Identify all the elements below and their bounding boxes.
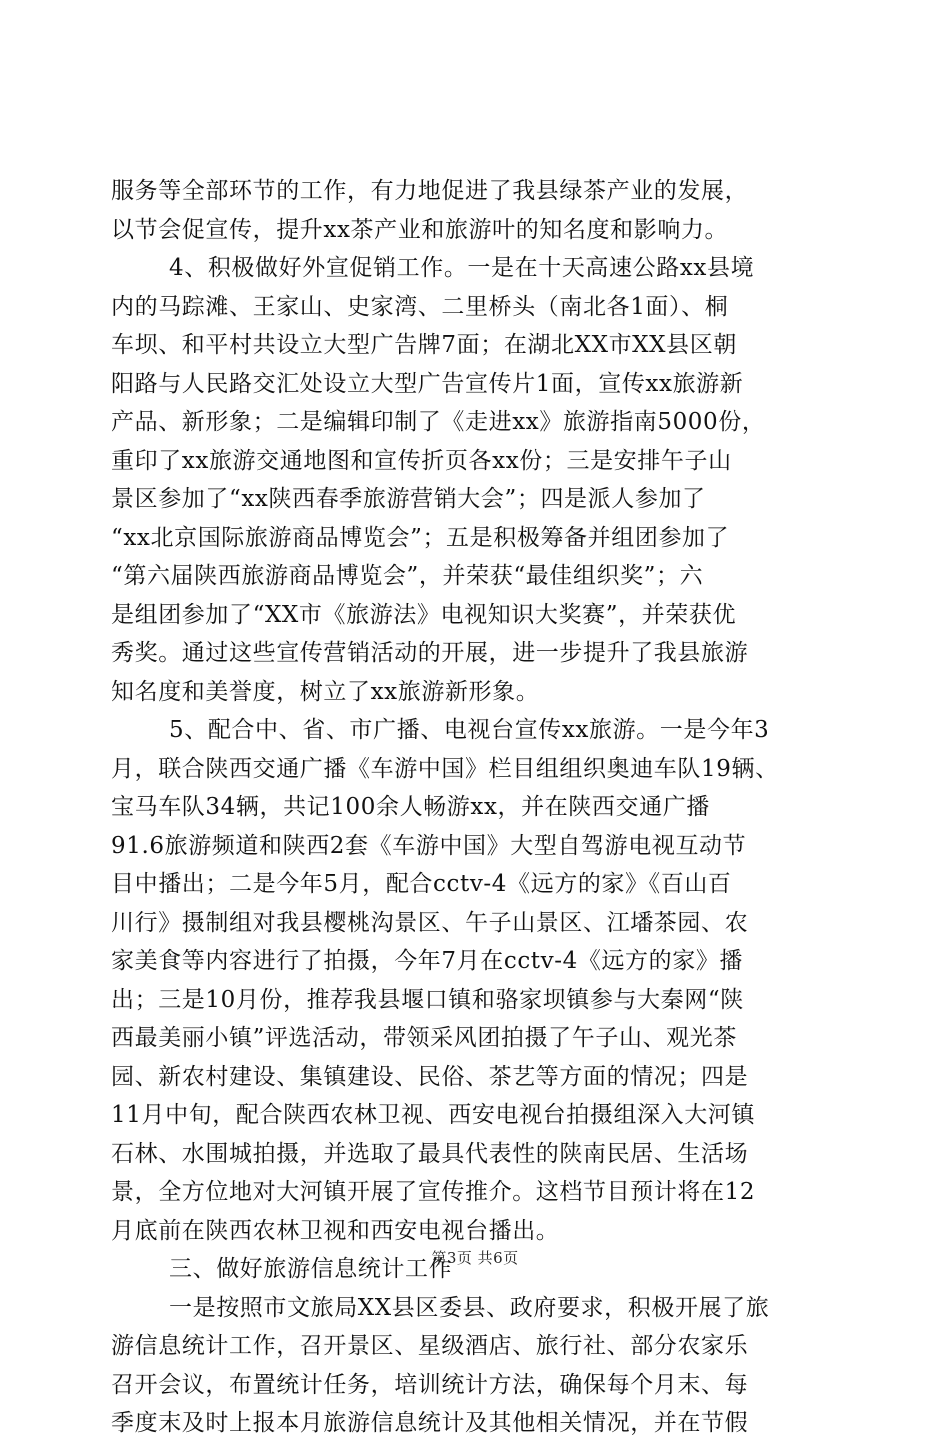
text-line: 川行》摄制组对我县樱桃沟景区、午子山景区、江墦茶园、农 xyxy=(111,909,749,936)
paragraph-start-line: 一是按照市文旅局XX县区委县、政府要求，积极开展了旅 xyxy=(169,1294,770,1321)
text-line: “xx北京国际旅游商品博览会”；五是积极筹备并组团参加了 xyxy=(111,524,730,551)
text-line: 以节会促宣传，提升xx茶产业和旅游叶的知名度和影响力。 xyxy=(111,216,729,243)
text-line: 宝马车队34辆，共记100余人畅游xx，并在陕西交通广播 xyxy=(111,794,710,820)
text-line: 产品、新形象；二是编辑印制了《走进xx》旅游指南5000份， xyxy=(111,409,766,435)
text-line: 服务等全部环节的工作，有力地促进了我县绿茶产业的发展， xyxy=(111,178,749,204)
text-line: 11月中旬，配合陕西农林卫视、西安电视台拍摄组深入大河镇 xyxy=(111,1102,756,1128)
text-line: 园、新农村建设、集镇建设、民俗、茶艺等方面的情况；四是 xyxy=(111,1063,749,1090)
text-line: 石林、水围城拍摄，并选取了最具代表性的陕南民居、生活场 xyxy=(111,1140,749,1167)
text-line: 召开会议，布置统计任务，培训统计方法，确保每个月末、每 xyxy=(111,1371,749,1398)
text-line: 季度末及时上报本月旅游信息统计及其他相关情况，并在节假 xyxy=(111,1410,749,1436)
text-line: 游信息统计工作，召开景区、星级酒店、旅行社、部分农家乐 xyxy=(111,1333,749,1359)
text-line: 月底前在陕西农林卫视和西安电视台播出。 xyxy=(111,1217,560,1244)
text-line: 景区参加了“xx陕西春季旅游营销大会”；四是派人参加了 xyxy=(111,486,706,512)
text-line: 阳路与人民路交汇处设立大型广告宣传片1面，宣传xx旅游新 xyxy=(111,370,744,397)
text-line: 秀奖。通过这些宣传营销活动的开展，进一步提升了我县旅游 xyxy=(111,640,749,666)
text-line: 重印了xx旅游交通地图和宣传折页各xx份；三是安排午子山 xyxy=(111,447,732,474)
text-line: 景，全方位地对大河镇开展了宣传推介。这档节目预计将在12 xyxy=(111,1179,756,1205)
text-line: 知名度和美誉度，树立了xx旅游新形象。 xyxy=(111,678,540,705)
text-line: 目中播出；二是今年5月，配合cctv-4《远方的家》《百山百 xyxy=(111,871,732,897)
text-line: 出；三是10月份，推荐我县堰口镇和骆家坝镇参与大秦网“陕 xyxy=(111,986,744,1013)
paragraph-start-line: 4、积极做好外宣促销工作。一是在十天高速公路xx县境 xyxy=(169,255,755,281)
paragraph-start-line: 5、配合中、省、市广播、电视台宣传xx旅游。一是今年3 xyxy=(169,717,770,743)
text-line: “第六届陕西旅游商品博览会”，并荣获“最佳组织奖”；六 xyxy=(111,563,704,589)
section-heading: 三、做好旅游信息统计工作 xyxy=(169,1256,453,1282)
text-line: 车坝、和平村共设立大型广告牌7面；在湖北XX市XX县区朝 xyxy=(111,332,737,358)
text-line: 家美食等内容进行了拍摄，今年7月在cctv-4《远方的家》播 xyxy=(111,948,744,974)
text-line: 内的马踪滩、王家山、史家湾、二里桥头（南北各1面）、桐 xyxy=(111,293,729,320)
text-line: 是组团参加了“XX市《旅游法》电视知识大奖赛”，并荣获优 xyxy=(111,601,737,628)
text-line: 91.6旅游频道和陕西2套《车游中国》大型自驾游电视互动节 xyxy=(111,832,747,859)
text-line: 月，联合陕西交通广播《车游中国》栏目组组织奥迪车队19辆、 xyxy=(111,755,779,782)
page-footer: 第3页 共6页 xyxy=(431,1249,519,1267)
text-line: 西最美丽小镇”评选活动，带领采风团拍摄了午子山、观光茶 xyxy=(111,1025,737,1051)
